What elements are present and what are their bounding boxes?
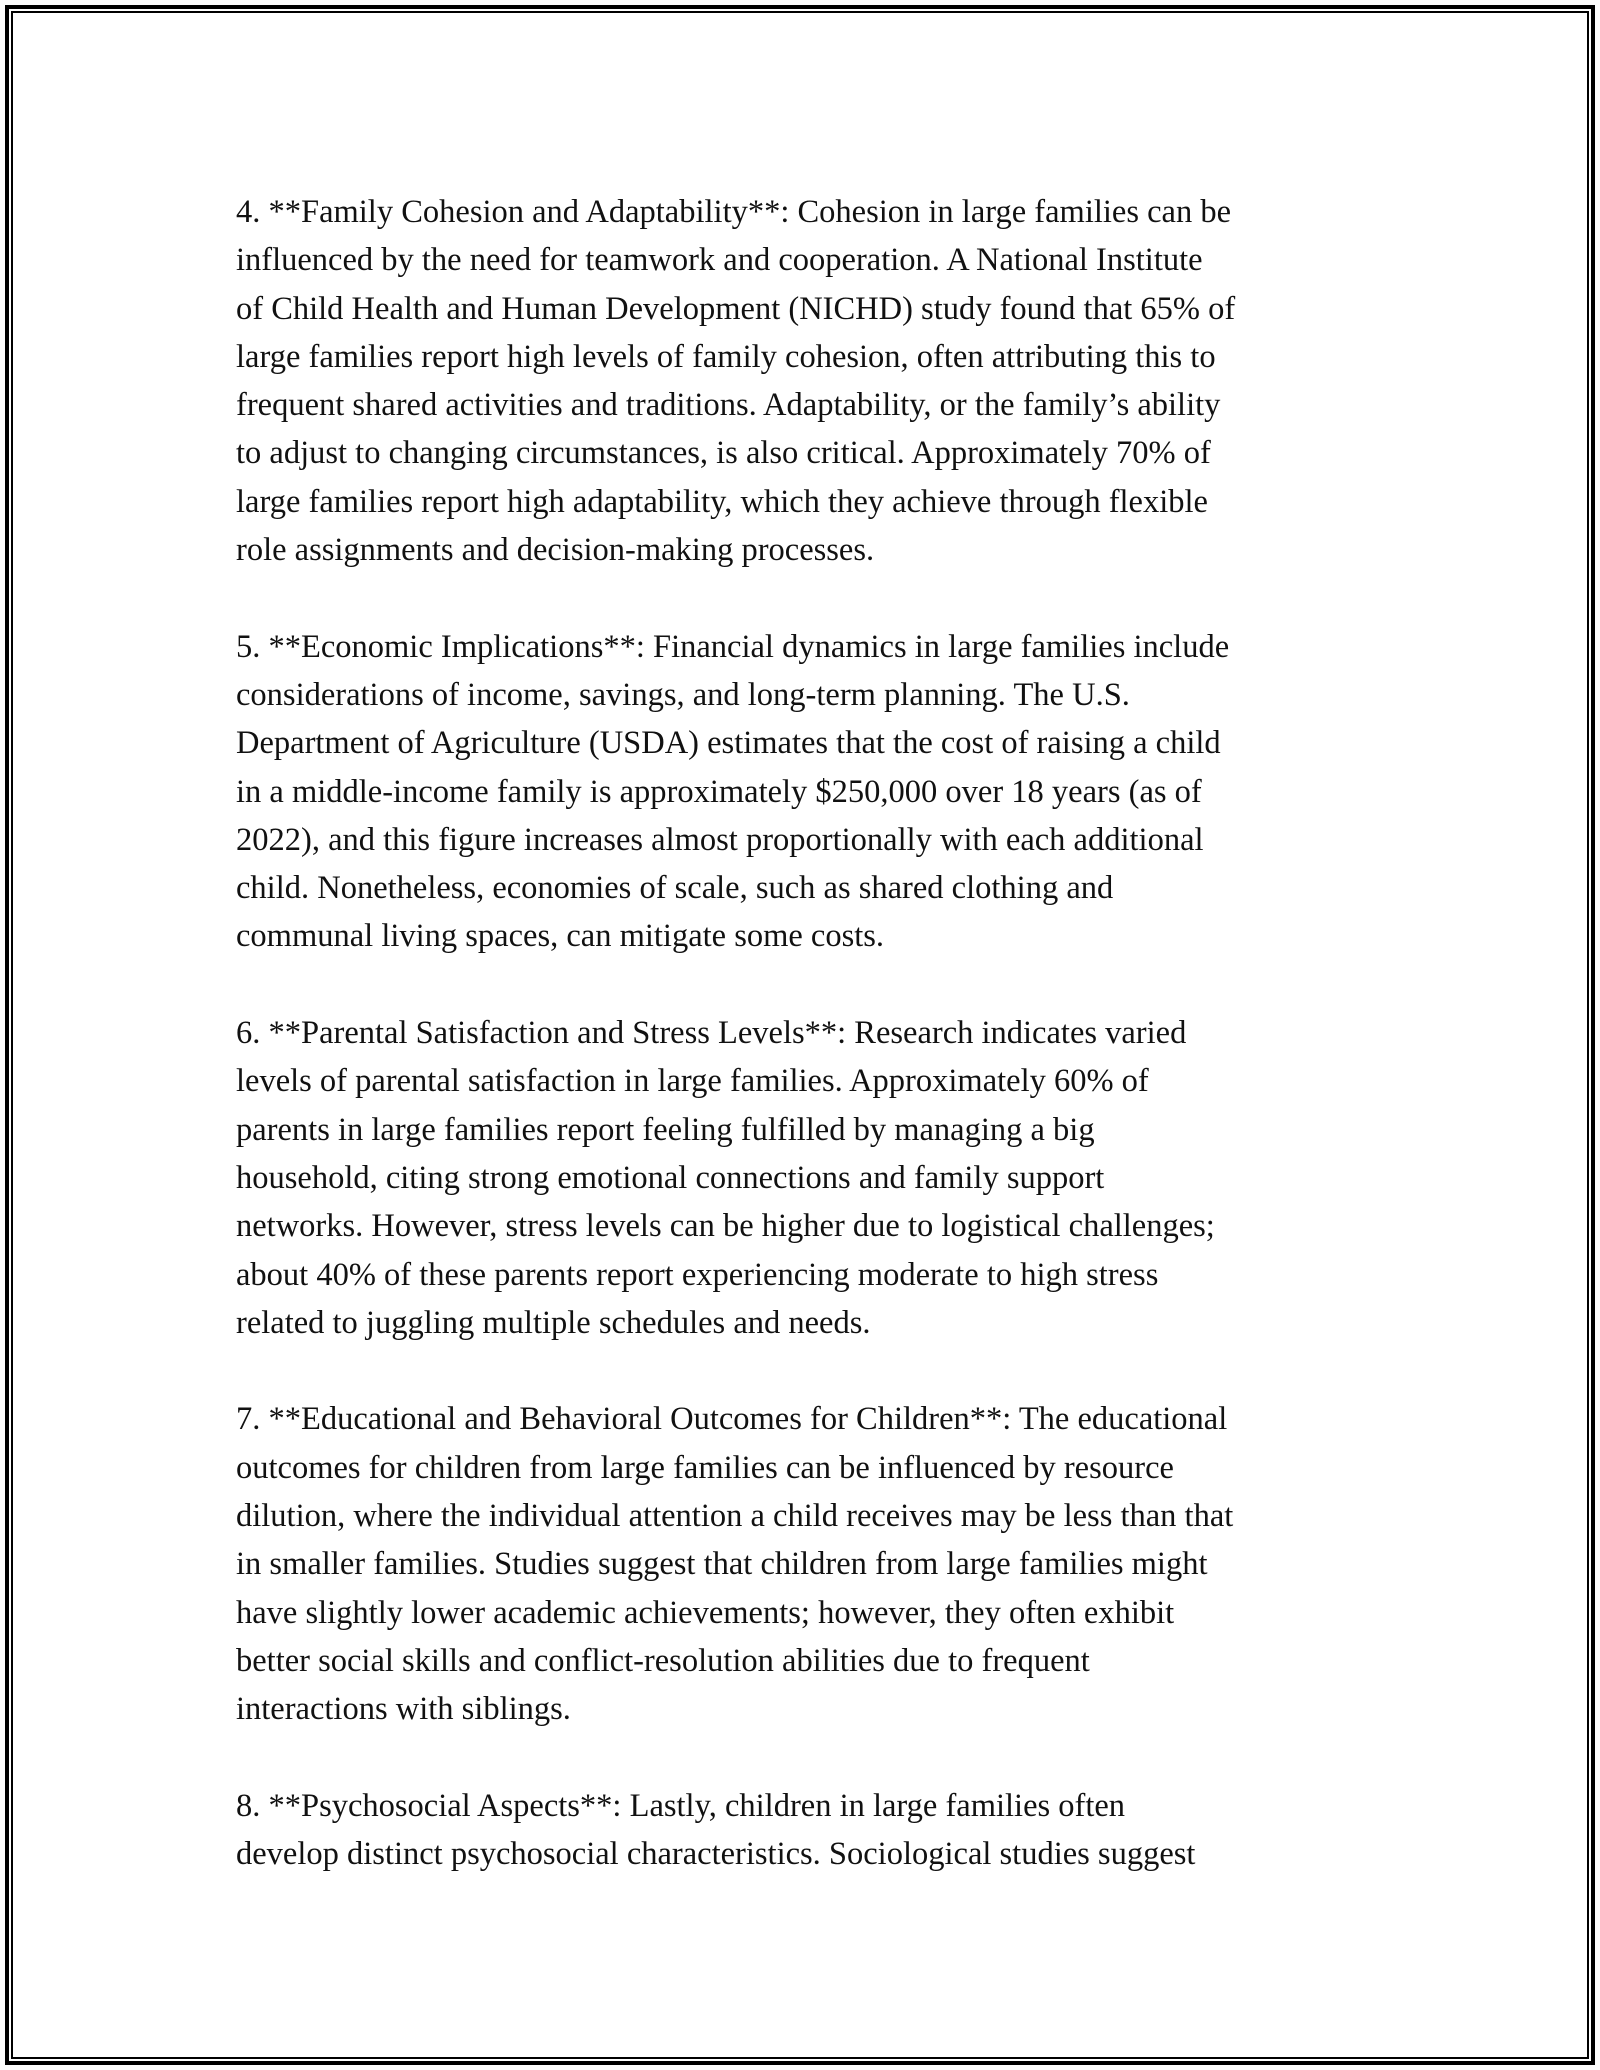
paragraph-family-cohesion: 4. **Family Cohesion and Adaptability**: Cohesion in large families can be influenced by the need for teamwork and cooperation. A National Institute of Child Health and Human Development (NICHD) study found that 65% of large families report high levels of family cohesion, often attributing this to frequent shared activities and traditions. Adaptability, or the family’s ability to adjust to changing circumstances, is also critical. Approximately 70% of large families report high adaptability, which they achieve through flexible role assignments and decision-making processes.	[236, 194, 1236, 569]
document-body	[236, 188, 1376, 1927]
paragraph-parental-satisfaction: 6. **Parental Satisfaction and Stress Levels**: Research indicates varied levels of parental satisfaction in large families. Approximately 60% of parents in large families report feeling fulfilled by managing a big household, citing strong emotional connections and family support networks. However, stress levels can be higher due to logistical challenges; about 40% of these parents report experiencing moderate to high stress related to juggling multiple schedules and needs.	[236, 1015, 1215, 1341]
paragraph-economic-implications: 5. **Economic Implications**: Financial dynamics in large families include considerations of income, savings, and long-term planning. The U.S. Department of Agriculture (USDA) estimates that the cost of raising a child in a middle-income family is approximately $250,000 over 18 years (as of 2022), and this figure increases almost proportionally with each additional child. Nonetheless, economies of scale, such as shared clothing and communal living spaces, can mitigate some costs.	[236, 628, 1230, 955]
paragraph-psychosocial-aspects: 8. **Psychosocial Aspects**: Lastly, children in large families often develop distinct psychosocial characteristics. Sociological studies suggest	[236, 1787, 1196, 1873]
paragraph-educational-outcomes: 7. **Educational and Behavioral Outcomes for Children**: The educational outcomes for children from large families can be influenced by resource dilution, where the individual attention a child receives may be less than that in smaller families. Studies suggest that children from large families might have slightly lower academic achievements; however, they often exhibit better social skills and conflict-resolution abilities due to frequent interactions with siblings.	[236, 1401, 1234, 1728]
